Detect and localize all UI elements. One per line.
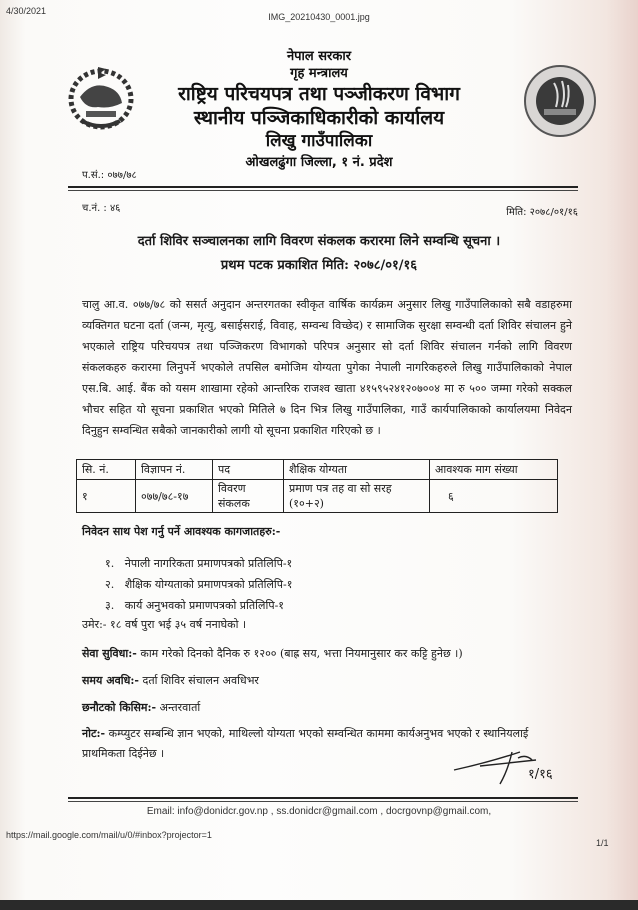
chalani-number: च.नं. : ४६ — [82, 203, 121, 214]
letterhead-office: स्थानीय पञ्जिकाधिकारीको कार्यालय — [193, 107, 445, 129]
table-header: विज्ञापन नं. — [136, 460, 213, 480]
service-facility — [82, 646, 463, 661]
duration-label: समय अवधि:- — [82, 674, 139, 687]
table-cell: १ — [77, 480, 136, 513]
scan-edge — [0, 900, 638, 910]
document-item-text: शैक्षिक योग्यताको प्रमाणपत्रको प्रतिलिपि-१ — [124, 578, 293, 591]
selection-method — [82, 700, 200, 715]
document-item — [105, 577, 292, 592]
print-url: https://mail.google.com/mail/u/0/#inbox?projector=1 — [6, 830, 212, 840]
table-header: आवश्यक माग संख्या — [430, 460, 558, 480]
note-label: नोट:- — [82, 727, 106, 740]
footer-rule — [68, 797, 578, 799]
document-item-text: नेपाली नागरिकता प्रमाणपत्रको प्रतिलिपि-१ — [124, 557, 293, 570]
print-page-number: 1/1 — [596, 838, 609, 848]
vacancy-table — [76, 459, 558, 513]
footer-rule-thin — [68, 801, 578, 802]
patra-sankhya: प.सं.: ०७७/७८ — [82, 170, 137, 181]
header-rule-thin — [68, 190, 578, 191]
duration-text: दर्ता शिविर संचालन अवधिभर — [138, 674, 259, 687]
document-item — [105, 598, 284, 613]
document-item-text: कार्य अनुभवको प्रमाणपत्रको प्रतिलिपि-१ — [124, 599, 285, 612]
letterhead-municipality: लिखु गाउँपालिका — [265, 131, 373, 151]
document-item-number: १. — [105, 557, 115, 570]
letterhead-department: राष्ट्रिय परिचयपत्र तथा पञ्जीकरण विभाग — [178, 83, 460, 105]
table-cell: ०७७/७८-१७ — [136, 480, 213, 513]
letterhead-line-2: गृह मन्त्रालय — [290, 66, 348, 81]
table-cell: प्रमाण पत्र तह वा सो सरह (१०+२) — [284, 480, 430, 513]
table-header-row — [77, 460, 558, 480]
document-item-number: २. — [105, 578, 115, 591]
table-cell: ६ — [430, 480, 558, 513]
print-filename: IMG_20210430_0001.jpg — [268, 12, 370, 22]
service-facility-label: सेवा सुविधा:- — [82, 647, 137, 660]
notice-subtitle: प्रथम पटक प्रकाशित मिति: २०७८/०१/१६ — [220, 258, 418, 273]
letterhead-address: ओखलढुंगा जिल्ला, १ नं. प्रदेश — [245, 155, 393, 170]
service-facility-text: काम गरेको दिनको दैनिक रु १२०० (बाह्र सय, भत्ता नियमानुसार कर कट्टि हुनेछ ।) — [136, 647, 463, 660]
document-item — [105, 556, 292, 571]
notice-body: चालु आ.व. ०७७/७८ को ससर्त अनुदान अन्तरगतका स्वीकृत वार्षिक कार्यक्रम अनुसार लिखु गाउँपालिकाको सबै वडाहरुमा व्यक्तिगत घटना दर्ता (जन्म, मृत्यु, बसाईसराई, विवाह, सम्वन्ध विच्छेद) र सामाजिक सुरक्षा सम्वन्धी दर्ता शिविर संचालन हुने भएकाले राष्ट्रिय परिचयपत्र तथा पञ्जिकरण विभागको परिपत्र अनुसार सो दर्ता शिविर संचालन गर्नको लागि विवरण संकलकहरु करारमा लिनुपर्ने भएकोले तपसिल बमोजिम योग्यता पुगेका नेपाली नागरिकहरुले लिखु गाउँपालिकाको नेपाल एस.बि. आई. बैंक को यसम शाखामा रहेको आन्तरिक राजश्व खाता ४१५९५२४१२०७००४ मा रु ५०० जम्मा गरेको सक्कल भौचर सहित यो सूचना प्रकाशित भएको मितिले ७ दिन भित्र लिखु गाउँपालिका, गाउँ कार्यपालिकाको कार्यालयमा निवेदन दिनुहुन सम्वन्धित सबैको जानकारीको लागी यो सूचना प्रकाशित गरिएको छ । — [82, 298, 572, 437]
letterhead-line-1: नेपाल सरकार — [286, 49, 352, 64]
documents-heading: निवेदन साथ पेश गर्नु पर्ने आवश्यक कागजातहरु:- — [82, 525, 281, 538]
notice-title: दर्ता शिविर सञ्चालनका लागि विवरण संकलक करारमा लिने सम्वन्धि सूचना । — [137, 234, 501, 249]
selection-text: अन्तरवार्ता — [156, 701, 201, 714]
signature-date: १/१६ — [528, 767, 553, 782]
footer-email: Email: info@donidcr.gov.np , ss.donidcr@gmail.com , docrgovnp@gmail.com, — [146, 806, 492, 817]
duration — [82, 673, 259, 688]
table-cell: विवरण संकलक — [213, 480, 284, 513]
print-date: 4/30/2021 — [6, 6, 47, 16]
age-requirement: उमेर:- १८ वर्ष पुरा भई ३५ वर्ष ननाघेको । — [82, 618, 247, 631]
selection-label: छनौटको किसिम:- — [82, 701, 157, 714]
document-item-number: ३. — [105, 599, 115, 612]
table-header: पद — [213, 460, 284, 480]
note-text: कम्प्युटर सम्बन्धि ज्ञान भएको, माथिल्लो योग्यता भएको सम्वन्धित काममा कार्यअनुभव भएको र स्थानियलाई प्राथमिकता दिईनेछ । — [82, 727, 529, 760]
table-row — [77, 480, 558, 513]
table-header: शैक्षिक योग्यता — [284, 460, 430, 480]
header-rule — [68, 186, 578, 188]
table-header: सि. नं. — [77, 460, 136, 480]
letter-date: मिति: २०७८/०१/१६ — [506, 207, 578, 218]
signature — [450, 748, 580, 788]
